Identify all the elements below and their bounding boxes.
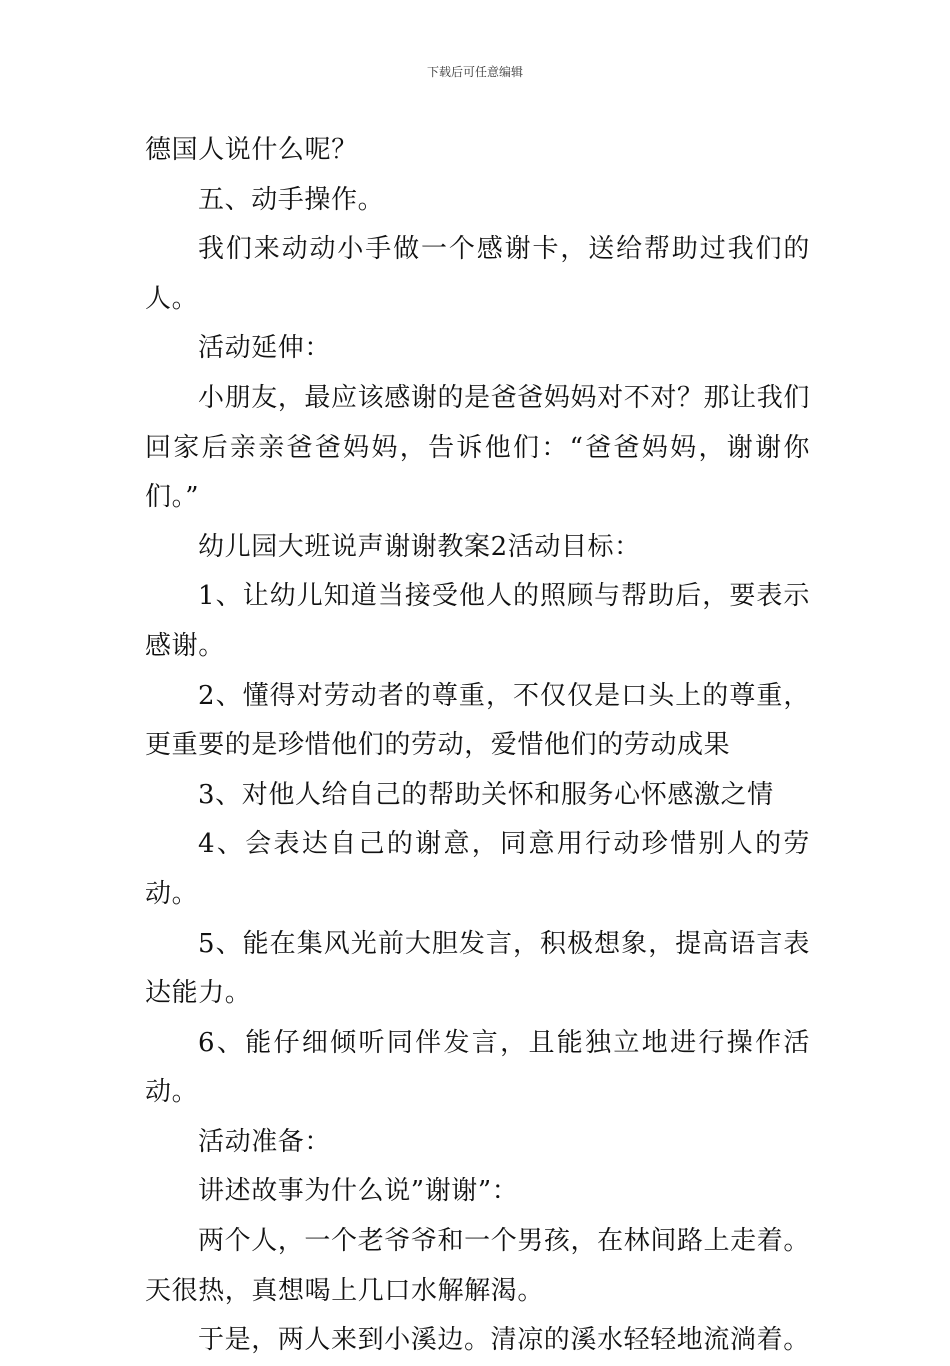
list-item: 3、对他人给自己的帮助关怀和服务心怀感激之情 bbox=[198, 779, 774, 810]
page-header: 下载后可任意编辑 bbox=[426, 65, 523, 79]
list-item: 6、能仔细倾听同伴发言，且能独立地进行操作活动。 bbox=[145, 1027, 810, 1108]
paragraph: 小朋友，最应该感谢的是爸爸妈妈对不对？那让我们回家后亲亲爸爸妈妈，告诉他们：“爸爸妈妈，谢谢你们。” bbox=[145, 382, 810, 513]
paragraph: 两个人，一个老爷爷和一个男孩，在林间路上走着。天很热，真想喝上几口水解解渴。 bbox=[145, 1226, 810, 1306]
paragraph: 活动延伸： bbox=[198, 333, 332, 364]
section-heading: 幼儿园大班说声谢谢教案2活动目标： bbox=[198, 531, 641, 562]
paragraph: 五、动手操作。 bbox=[198, 184, 385, 215]
paragraph: 讲述故事为什么说”谢谢”： bbox=[198, 1176, 519, 1207]
paragraph: 我们来动动小手做一个感谢卡，送给帮助过我们的人。 bbox=[145, 234, 810, 314]
paragraph: 于是，两人来到小溪边。清凉的溪水轻轻地流淌着。 bbox=[198, 1325, 810, 1356]
list-item: 1、让幼儿知道当接受他人的照顾与帮助后，要表示感谢。 bbox=[145, 581, 810, 661]
list-item: 2、懂得对劳动者的尊重，不仅仅是口头上的尊重，更重要的是珍惜他们的劳动，爱惜他们的劳动成果 bbox=[145, 680, 810, 761]
section-heading: 活动准备： bbox=[198, 1126, 332, 1157]
list-item: 5、能在集风光前大胆发言，积极想象，提高语言表达能力。 bbox=[145, 928, 810, 1009]
paragraph: 德国人说什么呢？ bbox=[145, 135, 358, 165]
document-body bbox=[145, 126, 810, 1366]
list-item: 4、会表达自己的谢意，同意用行动珍惜别人的劳动。 bbox=[145, 829, 810, 909]
